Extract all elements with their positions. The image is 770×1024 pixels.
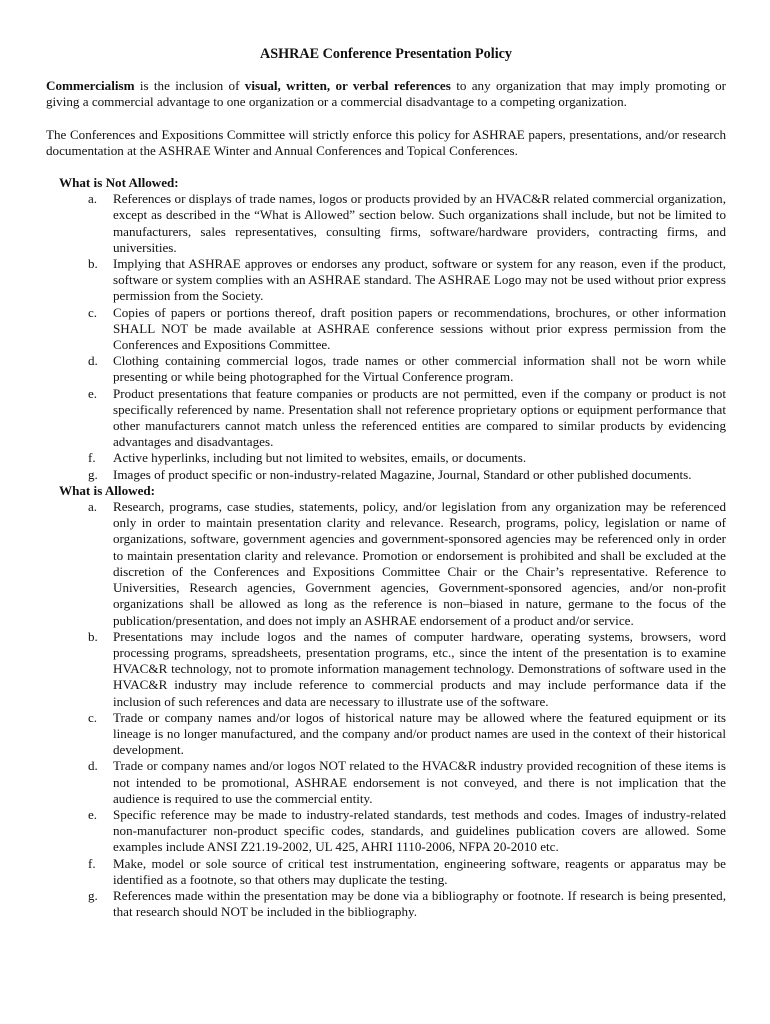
- allowed-heading: What is Allowed:: [59, 482, 156, 498]
- list-item: [46, 386, 726, 451]
- list-marker: e.: [88, 385, 98, 401]
- list-item: [46, 710, 726, 759]
- definition-text-2: to any organization that may imply promoting or giving a commercial advantage to one organization or a commercial disadvantage to a competing organization.: [46, 78, 727, 110]
- list-marker: e.: [88, 806, 98, 822]
- list-item-text: Implying that ASHRAE approves or endorses any product, software or system for any reason, even if the product, software or system complies with an ASHRAE standard. The ASHRAE Logo may not be used without prior express permission from the Society.: [113, 256, 726, 304]
- list-item: [46, 856, 726, 888]
- list-item-text: Presentations may include logos and the names of computer hardware, operating systems, browsers, word processing programs, spreadsheets, presentation programs, etc., since the intent of the presentation is to examine HVAC&R technology, not to promote information management technology. Demonstrations of software used in the HVAC&R industry may include reference to commercial products and may include performance data if the inclusion of such references and data are necessary to illustrate use of the software.: [113, 628, 726, 709]
- list-marker: d.: [88, 758, 98, 774]
- list-item-text: Specific reference may be made to industry-related standards, test methods and codes. Images of industry-related non-manufacturer non-product specific codes, standards, and guidelines publication covers are allowed. Some examples include ANSI Z21.19-2002, UL 425, AHRI 1110-2006, NFPA 20-2010 etc.: [113, 806, 726, 855]
- list-marker: g.: [88, 887, 98, 903]
- commercialism-definition: [46, 78, 726, 110]
- not-allowed-heading: What is Not Allowed:: [59, 175, 179, 191]
- list-marker: a.: [88, 499, 98, 515]
- list-item: [46, 467, 726, 483]
- list-item-text: Images of product specific or non-industry-related Magazine, Journal, Standard or other published documents.: [113, 466, 692, 482]
- not-allowed-list: [46, 191, 726, 483]
- list-marker: b.: [88, 628, 98, 644]
- list-item: [46, 353, 726, 385]
- list-marker: g.: [88, 466, 98, 482]
- list-item: [46, 191, 726, 256]
- list-item-text: Trade or company names and/or logos NOT related to the HVAC&R industry provided recognition of these items is not intended to be promotional, ASHRAE endorsement is not conveyed, and there is not implication that the audience is required to use the commercial entity.: [113, 758, 726, 806]
- list-item: [46, 499, 726, 629]
- list-item-text: References made within the presentation may be done via a bibliography or footnote. If research is being presented, that research should NOT be included in the bibliography.: [113, 887, 726, 920]
- list-item-text: Active hyperlinks, including but not limited to websites, emails, or documents.: [113, 450, 527, 466]
- list-item-text: References or displays of trade names, logos or products provided by an HVAC&R related commercial organization, except as described in the “What is Allowed” section below. Such organizations shall include, but not be limited to manufacturers, sales representatives, consulting firms, software/hardware providers, contracting firms, and universities.: [113, 191, 726, 255]
- list-item: [46, 807, 726, 856]
- policy-page: [46, 46, 726, 920]
- list-item: [46, 888, 726, 920]
- list-item-text: Product presentations that feature companies or products are not permitted, even if the company or product is not specifically referenced by name. Presentation shall not reference proprietary options or equipment performance that other manufacturers cannot match unless the referenced entities are compared to similar products by evidencing advantages and disadvantages.: [113, 385, 726, 450]
- list-item: [46, 758, 726, 807]
- list-marker: f.: [88, 450, 96, 466]
- list-marker: a.: [88, 191, 98, 207]
- allowed-list: [46, 499, 726, 920]
- list-marker: c.: [88, 709, 98, 725]
- list-item-text: Copies of papers or portions thereof, draft position papers or recommendations, brochures, or other information SHALL NOT be made available at ASHRAE conference sessions without prior express permission from the Conferences and Expositions Committee.: [113, 304, 726, 353]
- list-marker: d.: [88, 353, 98, 369]
- enforcement-statement: The Conferences and Expositions Committee will strictly enforce this policy for ASHRAE papers, presentations, and/or research documentation at the ASHRAE Winter and Annual Conferences and Topical Conferences.: [46, 126, 726, 158]
- list-item-text: Clothing containing commercial logos, trade names or other commercial information shall not be worn while presenting or while being photographed for the Virtual Conference program.: [113, 353, 726, 385]
- list-item: [46, 629, 726, 710]
- definition-term: Commercialism: [46, 78, 135, 94]
- list-item: [46, 305, 726, 354]
- list-marker: c.: [88, 304, 98, 320]
- list-marker: f.: [88, 855, 96, 871]
- document-title: ASHRAE Conference Presentation Policy: [259, 46, 513, 62]
- definition-text-1: is the inclusion of: [134, 78, 245, 94]
- list-marker: b.: [88, 256, 98, 272]
- definition-emphasis: visual, written, or verbal references: [244, 78, 451, 94]
- list-item-text: Trade or company names and/or logos of historical nature may be allowed where the featured equipment or its lineage is no longer manufactured, and the company and/or product names are used in the context of their historical development.: [113, 709, 726, 758]
- list-item: [46, 256, 726, 305]
- list-item-text: Make, model or sole source of critical test instrumentation, engineering software, reagents or apparatus may be identified as a footnote, so that others may duplicate the testing.: [113, 855, 726, 887]
- list-item-text: Research, programs, case studies, statements, policy, and/or legislation from any organization may be referenced only in order to maintain presentation clarity and relevance. Research, programs, policy, legislation or name of organizations, software, government agencies and government-sponsored agencies may be referenced only in order to maintain presentation clarity and relevance. Promotion or endorsement is prohibited and shall be excluded at the discretion of the Conferences and Expositions Committee Chair or the Chair’s representative. Reference to Universities, Research agencies, Government agencies, Government-sponsored agencies, and/or non-profit organizations shall be allowed as long as the reference is non–biased in nature, germane to the focus of the publication/presentation, and does not imply an ASHRAE endorsement of a product and/or service.: [113, 499, 726, 628]
- list-item: [46, 450, 726, 466]
